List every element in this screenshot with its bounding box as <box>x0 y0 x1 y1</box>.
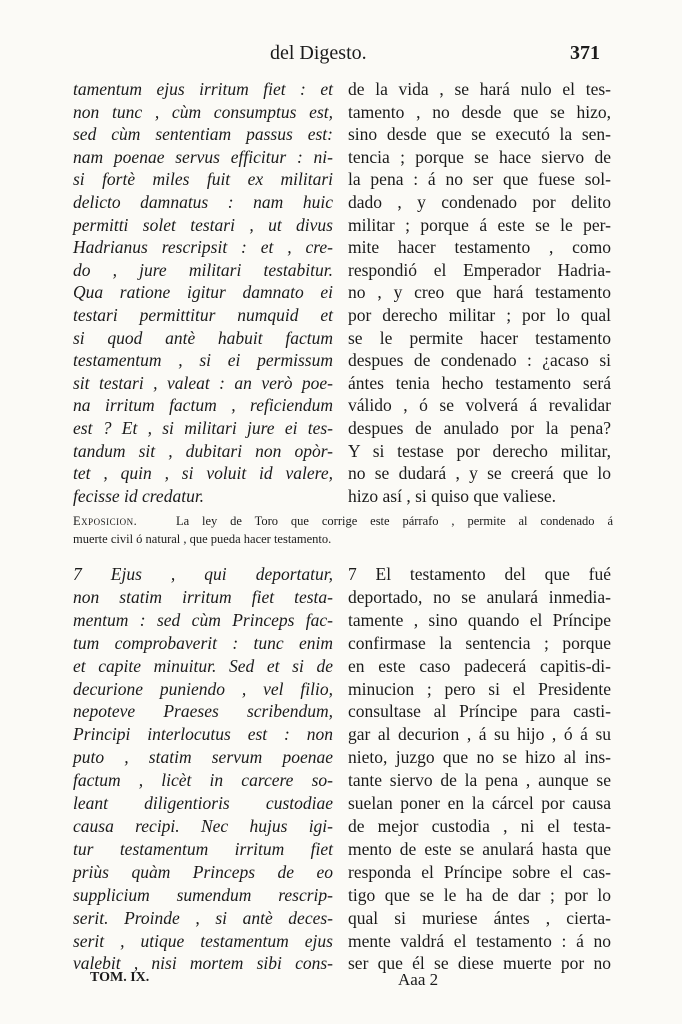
page-header <box>0 42 682 72</box>
text-line: despues de anulado por la pena? <box>348 417 611 438</box>
text-line: hizo así , si quiso que valiese. <box>348 485 557 506</box>
text-line: supplicium sumendum rescrip- <box>73 884 333 905</box>
page-footer <box>0 970 682 994</box>
text-line: deportado, no se anulará inmedia- <box>348 586 611 607</box>
text-line: tamento , no desde que se hizo, <box>348 101 611 122</box>
text-line: despues de condenado : ¿acaso si <box>348 350 611 371</box>
text-line: na irritum factum , reficiendum <box>73 395 333 416</box>
text-line: sit testari , valeat : an verò poe- <box>73 372 333 393</box>
volume-label: TOM. IX. <box>90 970 150 985</box>
text-line: factum , licèt in carcere so- <box>73 770 333 791</box>
text-line: tamente , sino quando el Príncipe <box>348 609 611 630</box>
exposicion-text: La ley de Toro que corrige este párrafo , permite al condenado á <box>175 514 613 528</box>
text-line: et capite minuitur. Sed et si de <box>73 655 333 676</box>
text-line: militar ; porque á este se le per- <box>348 214 611 235</box>
text-line: Principi interlocutus est : non <box>73 724 333 745</box>
text-line: la pena : á no ser que fuese sol- <box>348 169 611 190</box>
text-line: tum comprobaverit : tunc enim <box>73 632 333 653</box>
text-line: do , jure militari testabitur. <box>73 259 333 280</box>
signature-mark: Aaa 2 <box>398 970 439 989</box>
text-line: responda el Príncipe sobre el cas- <box>348 861 611 882</box>
latin-column-section-2 <box>73 563 333 975</box>
text-line: testamentum , si ei permissum <box>73 350 333 371</box>
text-line: si quod antè habuit factum <box>73 327 333 348</box>
running-title: del Digesto. <box>270 42 367 64</box>
exposicion-line <box>73 512 613 530</box>
text-line: nam poenae servus efficitur : ni- <box>73 146 333 167</box>
exposicion-note <box>73 512 613 548</box>
text-line: testari permittitur numquid et <box>73 304 333 325</box>
text-line: si fortè miles fuit ex militari <box>73 169 333 190</box>
text-line: leant diligentioris custodiae <box>73 793 333 814</box>
text-line: Y si testase por derecho militar, <box>348 440 611 461</box>
page-number: 371 <box>570 42 600 64</box>
text-line: Qua ratione igitur damnato ei <box>73 282 333 303</box>
text-line: permitti solet testari , ut divus <box>73 214 333 235</box>
text-line: tigo que se le ha de dar ; por lo <box>348 884 611 905</box>
text-line: tamentum ejus irritum fiet : et <box>73 79 333 99</box>
text-line: ser que él se diese muerte por no <box>348 953 611 974</box>
text-line: dado , y condenado por delito <box>348 191 611 212</box>
text-line: tet , quin , si voluit id valere, <box>73 463 333 484</box>
text-line: sino desde que se executó la sen- <box>348 124 611 145</box>
text-line: puto , statim servum poenae <box>73 747 333 768</box>
text-line: tur testamentum irritum fiet <box>73 838 333 859</box>
text-line: en este caso padecerá capitis-di- <box>348 655 611 676</box>
text-line: sed cùm sententiam passus est: <box>73 124 333 145</box>
text-line: mento de este se anulará hasta que <box>348 838 611 859</box>
text-line: tandum sit , dubitari non opòr- <box>73 440 333 461</box>
text-line: 7 El testamento del que fué <box>348 564 611 584</box>
text-line: fecisse id credatur. <box>73 485 205 506</box>
text-line: de mejor custodia , ni el testa- <box>348 815 611 836</box>
text-line: suelan poner en la cárcel por causa <box>348 793 611 814</box>
text-line: non statim irritum fiet testa- <box>73 586 333 607</box>
text-line: no , y creo que hará testamento <box>348 282 611 303</box>
text-line: decurione puniendo , vel filio, <box>73 678 333 699</box>
text-line: se le permite hacer testamento <box>348 327 611 348</box>
exposicion-label: Exposicion. <box>73 514 138 528</box>
text-line: minucion ; pero si el Presidente <box>348 678 611 699</box>
text-line: Hadrianus rescripsit : et , cre- <box>73 237 333 258</box>
spanish-column-section-1 <box>348 78 611 507</box>
text-line: mentum : sed cùm Princeps fac- <box>73 609 333 630</box>
text-line: qual si muriese ántes , cierta- <box>348 907 611 928</box>
text-line: causa recipi. Nec hujus igi- <box>73 815 333 836</box>
text-line: de la vida , se hará nulo el tes- <box>348 79 611 99</box>
text-line: consultase al Príncipe para casti- <box>348 701 611 722</box>
text-line: nepoteve Praeses scribendum, <box>73 701 333 722</box>
text-line: non tunc , cùm consumptus est, <box>73 101 333 122</box>
text-line: valebit , nisi mortem sibi cons- <box>73 953 333 974</box>
text-line: serit. Proinde , si antè deces- <box>73 907 333 928</box>
text-line: tencia ; porque se hace siervo de <box>348 146 611 167</box>
exposicion-line: muerte civil ó natural , que pueda hacer testamento. <box>73 532 332 546</box>
text-line: no se dudará , y se creerá que lo <box>348 463 611 484</box>
text-line: por derecho militar ; por lo qual <box>348 304 611 325</box>
text-line: 7 Ejus , qui deportatur, <box>73 564 333 584</box>
latin-column-section-1 <box>73 78 333 507</box>
text-line: tante siervo de la pena , aunque se <box>348 770 611 791</box>
text-line: est ? Et , si militari jure ei tes- <box>73 417 333 438</box>
text-line: confirmase la sentencia ; porque <box>348 632 611 653</box>
text-line: priùs quàm Princeps de eo <box>73 861 333 882</box>
text-line: mente valdrá el testamento : á no <box>348 930 611 951</box>
text-line: nieto, juzgo que no se hizo al ins- <box>348 747 611 768</box>
text-line: mite hacer testamento , como <box>348 237 611 258</box>
text-line: gar al decurion , á su hijo , ó á su <box>348 724 611 745</box>
text-line: serit , utique testamentum ejus <box>73 930 333 951</box>
spanish-column-section-2 <box>348 563 611 975</box>
text-line: válido , ó se volverá á revalidar <box>348 395 611 416</box>
text-line: ántes tenia hecho testamento será <box>348 372 611 393</box>
text-line: delicto damnatus : nam huic <box>73 191 333 212</box>
text-line: respondió el Emperador Hadria- <box>348 259 611 280</box>
